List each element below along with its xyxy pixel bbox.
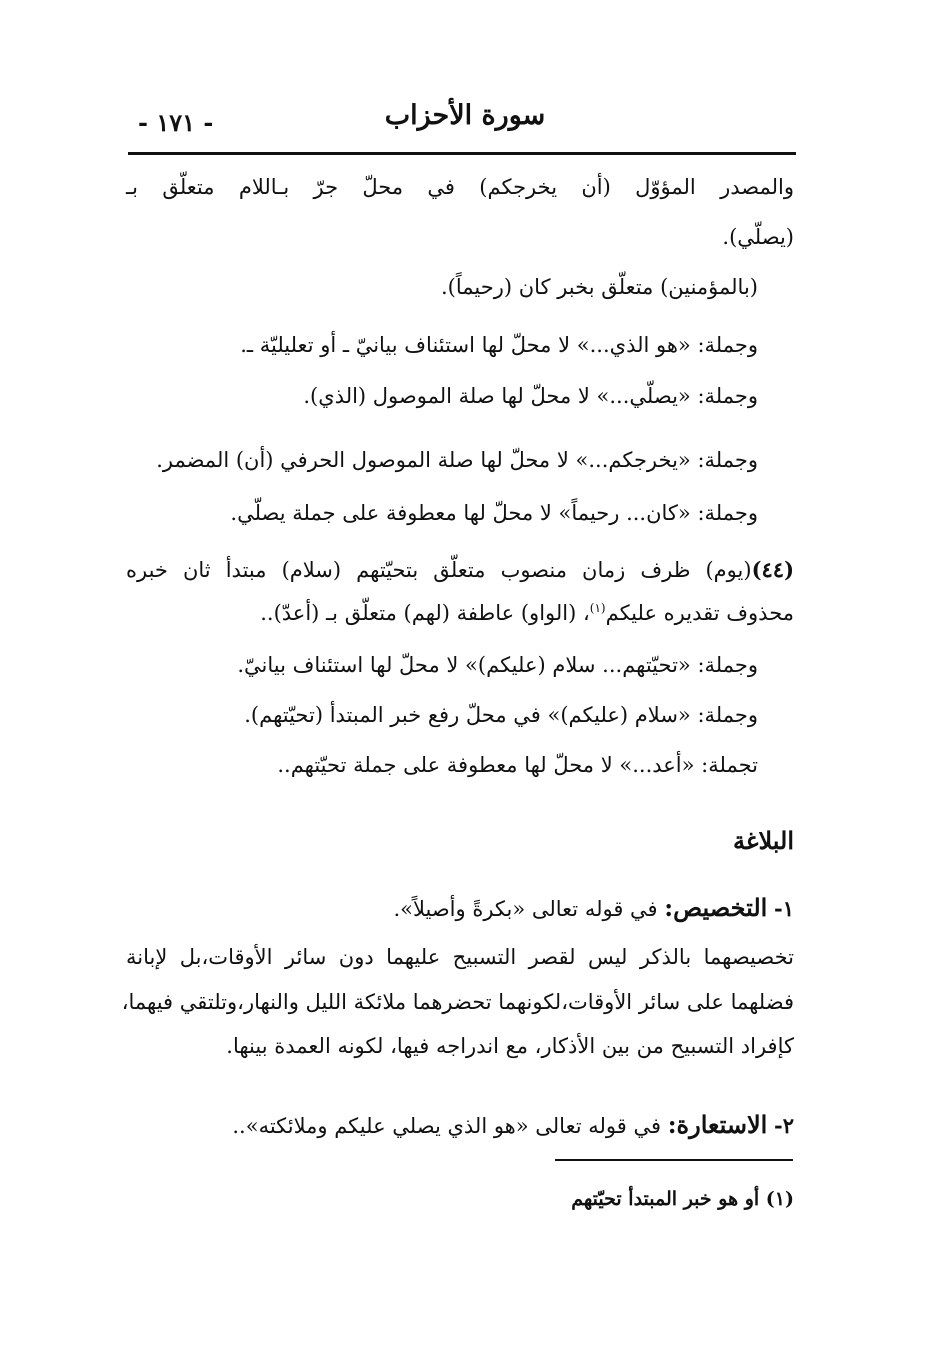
footnote-divider <box>555 1159 793 1161</box>
footnote: (١) أو هو خبر المبتدأ تحيّتهم <box>571 1188 794 1210</box>
item-1-body-line-1: تخصيصهما بالذكر ليس لقصر التسبيح عليهما دون سائر الأوقات،بل لإبانة <box>126 945 794 969</box>
text-line-10: وجملة: «تحيّتهم... سلام (عليكم)» لا محلّ لها استئناف بيانيّ. <box>237 653 758 677</box>
item-1-number: ١- <box>774 896 794 921</box>
text-line-6: وجملة: «يخرجكم...» لا محلّ لها صلة الموصول الحرفي (أن) المضمر. <box>156 448 758 472</box>
item-1-text: في قوله تعالى «بكرةً وأصيلاً». <box>393 897 658 921</box>
item-2-term: الاستعارة: <box>667 1110 768 1139</box>
text-line-3: (بالمؤمنين) متعلّق بخبر كان (رحيماً). <box>440 275 758 299</box>
text-line-11: وجملة: «سلام (عليكم)» في محلّ رفع خبر المبتدأ (تحيّتهم). <box>244 703 758 727</box>
section-title-balagha <box>126 826 794 857</box>
item-1-body-line-3: كإفراد التسبيح من بين الأذكار، مع اندراجه فيها، لكونه العمدة بينها. <box>226 1034 794 1058</box>
text-line-12: تجملة: «أعد...» لا محلّ لها معطوفة على جملة تحيّتهم.. <box>277 753 758 777</box>
balagha-item-1 <box>126 893 794 924</box>
text-line-9-b: ، (الواو) عاطفة (لهم) متعلّق بـ (أعدّ).. <box>260 601 590 625</box>
item-2-number: ٢- <box>774 1113 794 1138</box>
item-1-term: التخصيص: <box>664 893 768 922</box>
section-title-text: البلاغة <box>733 826 794 855</box>
header-divider <box>128 152 796 155</box>
text-line-9 <box>126 598 794 628</box>
text-line-2: (يصلّي). <box>722 225 794 249</box>
text-line-1: والمصدر المؤوّل (أن يخرجكم) في محلّ جرّ بـاللام متعلّق بـ <box>126 175 794 199</box>
page-title: سورة الأحزاب <box>384 100 546 131</box>
balagha-item-2 <box>126 1110 794 1141</box>
verse-number: (٤٤) <box>751 557 794 582</box>
item-2-text: في قوله تعالى «هو الذي يصلي عليكم وملائكته».. <box>232 1114 661 1138</box>
page-number: - ١٧١ - <box>138 108 214 137</box>
text-line-9-a: محذوف تقديره عليكم <box>605 601 794 625</box>
text-line-7: وجملة: «كان... رحيماً» لا محلّ لها معطوفة على جملة يصلّي. <box>230 501 758 525</box>
item-1-body-line-2: فضلهما على سائر الأوقات،لكونهما تحضرهما ملائكة الليل والنهار،وتلتقي فيهما، <box>121 990 794 1014</box>
text-line-5: وجملة: «يصلّي...» لا محلّ لها صلة الموصول (الذي). <box>303 384 758 408</box>
footnote-marker: (١) <box>589 601 606 615</box>
verse-44-text: (يوم) ظرف زمان منصوب متعلّق بتحيّتهم (سلام) مبتدأ ثان خبره <box>126 558 752 582</box>
text-line-4: وجملة: «هو الذي...» لا محلّ لها استئناف بيانيّ ـ أو تعليليّة ـ. <box>240 333 758 357</box>
verse-44-line <box>126 555 794 585</box>
